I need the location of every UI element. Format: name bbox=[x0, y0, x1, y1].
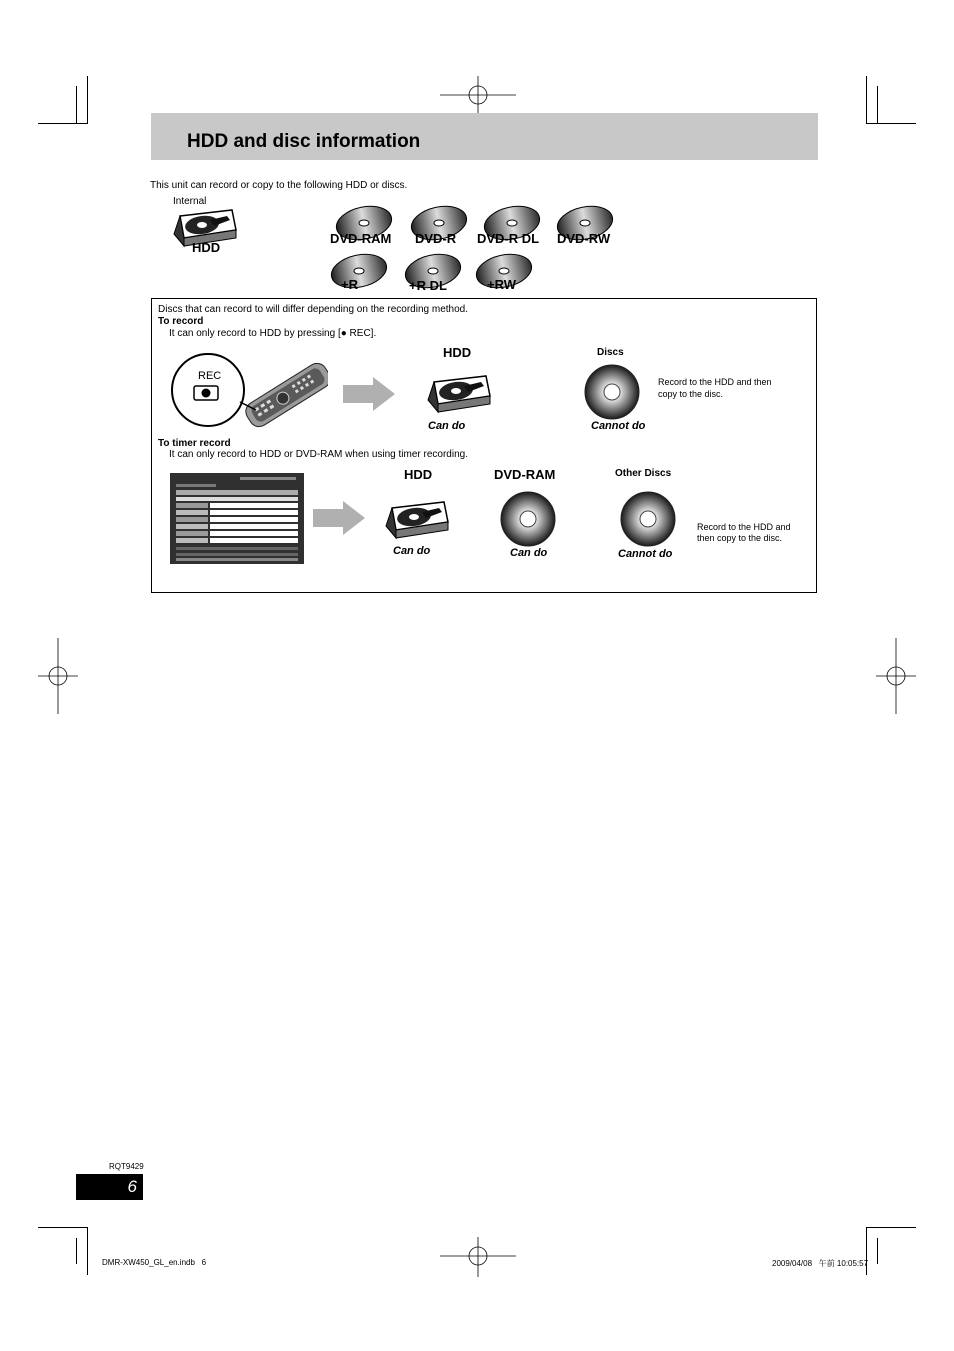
to-record-text: It can only record to HDD by pressing [● REC]. bbox=[169, 328, 377, 339]
dvd-ram-label: DVD-RAM bbox=[330, 231, 392, 246]
intro-text: This unit can record or copy to the following HDD or discs. bbox=[150, 180, 408, 191]
arrow-icon bbox=[313, 501, 365, 535]
hdd-label: HDD bbox=[192, 240, 221, 255]
timer-hdd-status: Can do bbox=[393, 545, 431, 557]
dvd-rw-label: DVD-RW bbox=[557, 231, 611, 246]
plus-r-label: +R bbox=[341, 277, 358, 292]
registration-mark-right bbox=[876, 638, 916, 714]
to-timer-record-heading: To timer record bbox=[158, 438, 231, 449]
timer-hdd-title: HDD bbox=[404, 467, 433, 482]
dvd-r-label: DVD-R bbox=[415, 231, 457, 246]
to-timer-record-text: It can only record to HDD or DVD-RAM when using timer recording. bbox=[169, 449, 468, 460]
plus-rw-label: +RW bbox=[487, 277, 517, 292]
hdd-icon bbox=[384, 500, 450, 540]
page-number: 6 bbox=[76, 1174, 143, 1200]
dvd-r-dl-label: DVD-R DL bbox=[477, 231, 540, 246]
timer-dvd-ram-title: DVD-RAM bbox=[494, 467, 556, 482]
box-intro: Discs that can record to will differ depending on the recording method. bbox=[158, 304, 468, 315]
footer-filename: DMR-XW450_GL_en.indb 6 bbox=[102, 1258, 207, 1267]
timer-other-discs-title: Other Discs bbox=[615, 468, 672, 479]
record-discs-status: Cannot do bbox=[591, 420, 646, 432]
timer-other-discs-status: Cannot do bbox=[618, 548, 673, 560]
timer-dvd-ram-status: Can do bbox=[510, 547, 548, 559]
arrow-icon bbox=[343, 377, 395, 411]
plus-r-dl-label: +R DL bbox=[409, 278, 447, 293]
record-note: Record to the HDD and then copy to the disc. bbox=[658, 377, 772, 399]
rec-button-label: REC bbox=[198, 370, 222, 382]
footer-datetime: 2009/04/08 午前 10:05:57 bbox=[772, 1259, 869, 1268]
page-title: HDD and disc information bbox=[187, 131, 421, 152]
registration-mark-top bbox=[440, 76, 516, 116]
to-record-heading: To record bbox=[158, 316, 204, 327]
registration-mark-bottom bbox=[440, 1237, 516, 1277]
plus-r-disc-icon bbox=[330, 253, 388, 289]
disc-icon bbox=[620, 491, 676, 547]
tv-guide-screenshot bbox=[170, 473, 304, 564]
internal-label: Internal bbox=[173, 196, 207, 207]
record-hdd-title: HDD bbox=[443, 345, 472, 360]
remote-control-rec-illustration bbox=[168, 350, 328, 438]
registration-mark-left bbox=[38, 638, 78, 714]
document-code: RQT9429 bbox=[109, 1162, 144, 1171]
disc-icon bbox=[584, 364, 640, 420]
record-discs-title: Discs bbox=[597, 347, 624, 358]
dvd-ram-disc-icon bbox=[500, 491, 556, 547]
timer-note: Record to the HDD and then copy to the disc. bbox=[697, 522, 791, 543]
record-hdd-status: Can do bbox=[428, 420, 466, 432]
hdd-icon bbox=[426, 374, 492, 414]
